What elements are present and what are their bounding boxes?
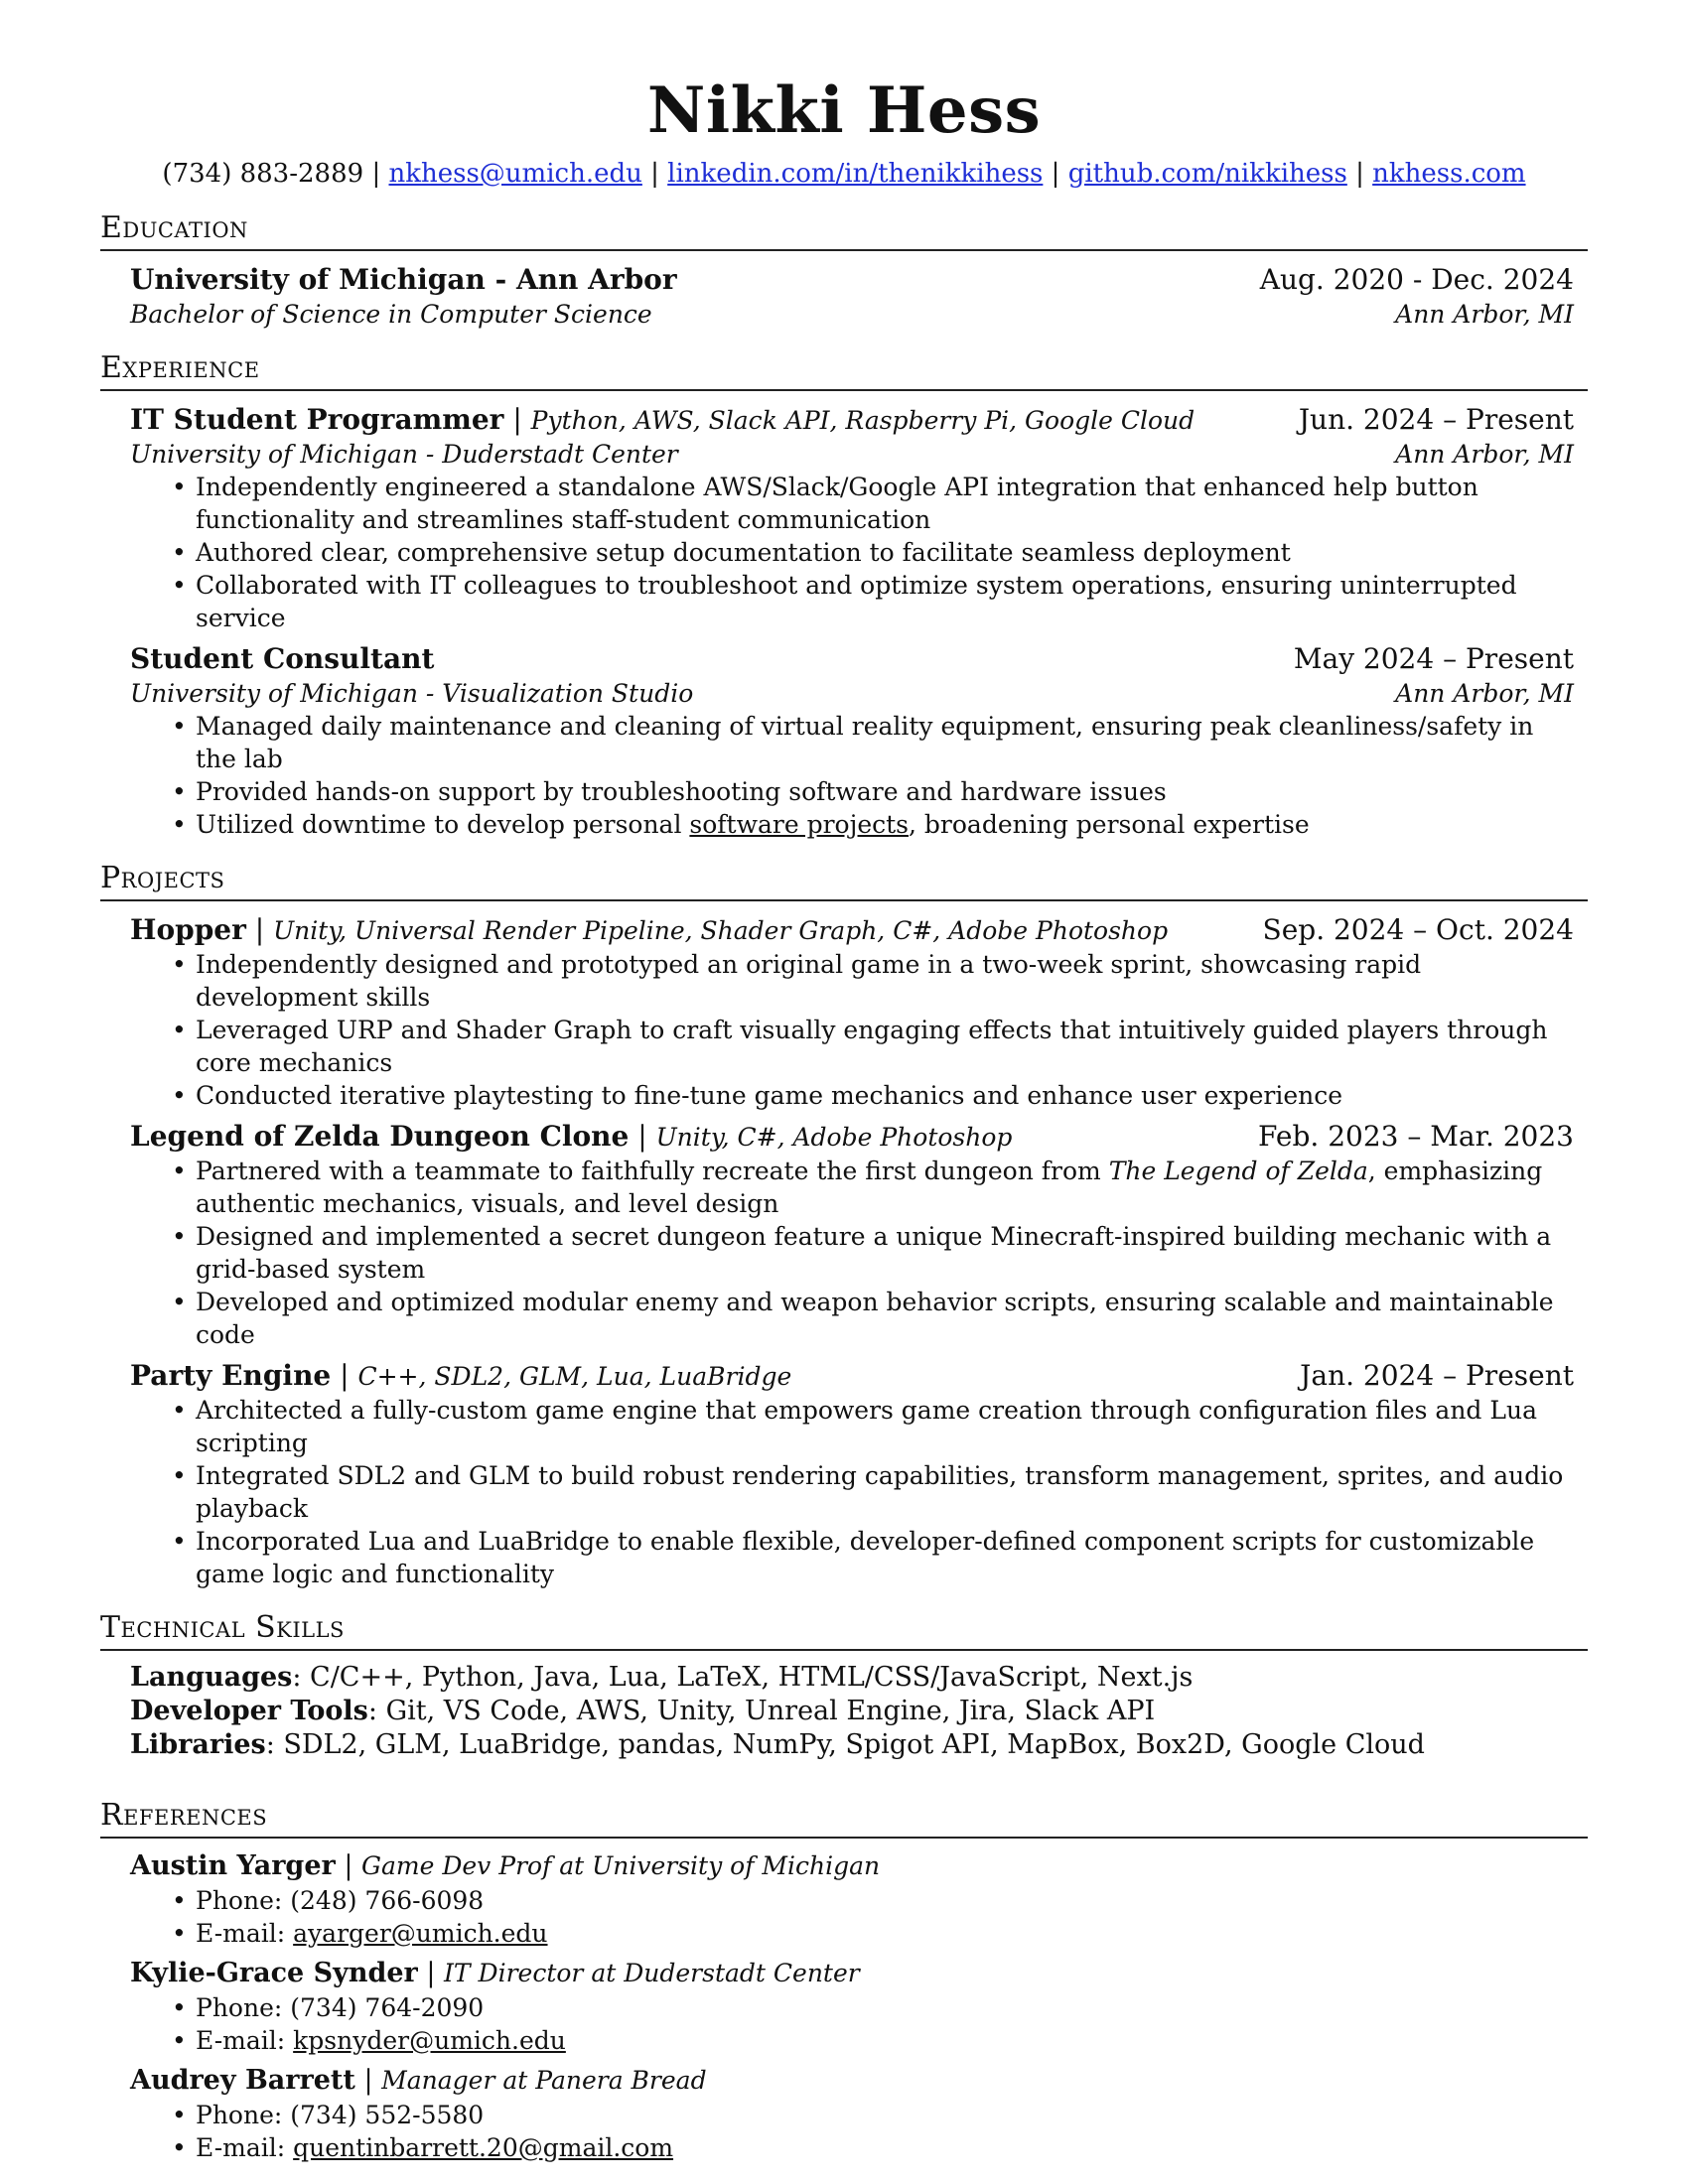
project-dates: Sep. 2024 – Oct. 2024	[1262, 913, 1574, 946]
project-tech: C++, SDL2, GLM, Lua, LuaBridge	[357, 1362, 792, 1391]
bullet-item: • Leveraged URP and Shader Graph to craft visually engaging effects that intuitively guided players through core mechanics	[196, 1014, 1574, 1079]
linkedin-link[interactable]: linkedin.com/in/thenikkihess	[667, 159, 1044, 189]
separator: |	[340, 1359, 350, 1392]
project-dates: Feb. 2023 – Mar. 2023	[1258, 1120, 1574, 1153]
job-entry	[130, 640, 1574, 841]
skills-tools: Developer Tools: Git, VS Code, AWS, Unity, Unreal Engine, Jira, Slack API	[130, 1696, 1156, 1726]
education-dates: Aug. 2020 - Dec. 2024	[1259, 263, 1574, 296]
bullet-item: • Architected a fully-custom game engine that empowers game creation through configuration files and Lua scripting	[196, 1394, 1574, 1459]
github-link[interactable]: github.com/nikkihess	[1067, 159, 1347, 189]
bullet-item: • Designed and implemented a secret dungeon feature a unique Minecraft-inspired building mechanic with a grid-based system	[196, 1220, 1574, 1286]
reference-email-link[interactable]: ayarger@umich.edu	[293, 1919, 548, 1948]
job-org: University of Michigan - Visualization Studio	[130, 679, 694, 708]
reference-email-link[interactable]: quentinbarrett.20@gmail.com	[293, 2133, 674, 2162]
job-role: Student Consultant	[130, 642, 435, 675]
separator: |	[344, 1850, 353, 1881]
bullet-item: • Independently engineered a standalone AWS/Slack/Google API integration that enhanced help button functionality and streamlines staff-student communication	[196, 471, 1574, 536]
bullet-item: • Provided hands-on support by troubleshooting software and hardware issues	[196, 775, 1574, 808]
reference-role: Game Dev Prof at University of Michigan	[361, 1851, 881, 1880]
reference-email-link[interactable]: kpsnyder@umich.edu	[293, 2026, 566, 2055]
projects-section	[100, 911, 1588, 1590]
degree: Bachelor of Science in Computer Science	[130, 300, 652, 329]
reference-phone: • Phone: (248) 766-6098	[196, 1884, 1574, 1917]
experience-section	[100, 401, 1588, 841]
website-link[interactable]: nkhess.com	[1372, 159, 1526, 189]
project-name: Legend of Zelda Dungeon Clone	[130, 1120, 630, 1153]
reference-phone: • Phone: (734) 552-5580	[196, 2099, 1574, 2131]
skills-languages: Languages: C/C++, Python, Java, Lua, LaTeX, HTML/CSS/JavaScript, Next.js	[130, 1662, 1194, 1693]
education-location: Ann Arbor, MI	[1395, 300, 1574, 329]
section-title-references: References	[100, 1798, 1588, 1839]
reference-phone: • Phone: (734) 764-2090	[196, 1991, 1574, 2024]
phone-number: (734) 883-2889	[162, 159, 364, 189]
job-role: IT Student Programmer	[130, 403, 504, 436]
bullet-item: • Independently designed and prototyped an original game in a two-week sprint, showcasing rapid development skills	[196, 948, 1574, 1014]
separator: |	[637, 1120, 647, 1153]
bullet-item: • Incorporated Lua and LuaBridge to enable flexible, developer-defined component scripts for customizable game logic and functionality	[196, 1525, 1574, 1590]
skills-libraries: Libraries: SDL2, GLM, LuaBridge, pandas, NumPy, Spigot API, MapBox, Box2D, Google Cloud	[130, 1729, 1425, 1760]
job-entry	[130, 401, 1574, 634]
bullet-item: • Integrated SDL2 and GLM to build robust rendering capabilities, transform management, sprites, and audio playback	[196, 1459, 1574, 1525]
reference-role: IT Director at Duderstadt Center	[444, 1959, 860, 1987]
reference-email: • E-mail: kpsnyder@umich.edu	[196, 2024, 1574, 2057]
separator: |	[1355, 159, 1364, 189]
reference-name: Kylie-Grace Synder	[130, 1958, 418, 1988]
project-dates: Jan. 2024 – Present	[1300, 1359, 1574, 1392]
references-section	[100, 1848, 1588, 2164]
skills-section	[100, 1661, 1588, 1762]
software-projects-link[interactable]: software projects	[689, 810, 910, 839]
bullet-item: • Partnered with a teammate to faithfully recreate the first dungeon from The Legend of Zelda, emphasizing authentic mechanics, visuals, and level design	[196, 1155, 1574, 1220]
separator: |	[650, 159, 659, 189]
bullet-item: • Managed daily maintenance and cleaning of virtual reality equipment, ensuring peak cleanliness/safety in the lab	[196, 710, 1574, 775]
bullet-item: • Authored clear, comprehensive setup documentation to facilitate seamless deployment	[196, 536, 1574, 569]
section-title-skills: Technical Skills	[100, 1610, 1588, 1651]
reference-entry	[130, 2063, 1574, 2164]
separator: |	[512, 403, 522, 436]
separator: |	[1051, 159, 1060, 189]
reference-role: Manager at Panera Bread	[381, 2066, 707, 2095]
separator: |	[371, 159, 381, 189]
email-link[interactable]: nkhess@umich.edu	[388, 159, 642, 189]
reference-entry	[130, 1956, 1574, 2057]
bullet-item: • Developed and optimized modular enemy and weapon behavior scripts, ensuring scalable and maintainable code	[196, 1286, 1574, 1351]
job-dates: Jun. 2024 – Present	[1298, 403, 1574, 436]
bullet-item: • Collaborated with IT colleagues to troubleshoot and optimize system operations, ensuring uninterrupted service	[196, 569, 1574, 634]
resume-page	[100, 71, 1588, 2164]
project-name: Hopper	[130, 913, 246, 946]
reference-name: Audrey Barrett	[130, 2065, 355, 2096]
project-name: Party Engine	[130, 1359, 332, 1392]
section-title-education: Education	[100, 210, 1588, 251]
education-section	[100, 261, 1588, 331]
separator: |	[254, 913, 265, 946]
job-tech: Python, AWS, Slack API, Raspberry Pi, Google Cloud	[530, 406, 1196, 435]
school-name: University of Michigan - Ann Arbor	[130, 263, 677, 296]
section-title-projects: Projects	[100, 861, 1588, 901]
reference-name: Austin Yarger	[130, 1850, 336, 1881]
job-location: Ann Arbor, MI	[1395, 679, 1574, 708]
project-entry	[130, 1118, 1574, 1351]
candidate-name: Nikki Hess	[646, 73, 1042, 148]
project-tech: Unity, Universal Render Pipeline, Shader Graph, C#, Adobe Photoshop	[273, 916, 1169, 945]
bullet-item: • Utilized downtime to develop personal software projects, broadening personal expertise	[196, 808, 1574, 841]
reference-email: • E-mail: ayarger@umich.edu	[196, 1917, 1574, 1950]
job-org: University of Michigan - Duderstadt Center	[130, 440, 678, 469]
separator: |	[426, 1958, 436, 1988]
project-entry	[130, 1357, 1574, 1590]
separator: |	[363, 2065, 373, 2096]
job-dates: May 2024 – Present	[1293, 642, 1574, 675]
project-entry	[130, 911, 1574, 1112]
bullet-item: • Conducted iterative playtesting to fine-tune game mechanics and enhance user experience	[196, 1079, 1574, 1112]
reference-email: • E-mail: quentinbarrett.20@gmail.com	[196, 2131, 1574, 2164]
job-location: Ann Arbor, MI	[1395, 440, 1574, 469]
contact-line	[100, 157, 1588, 191]
project-tech: Unity, C#, Adobe Photoshop	[655, 1123, 1013, 1152]
reference-entry	[130, 1848, 1574, 1950]
section-title-experience: Experience	[100, 350, 1588, 391]
